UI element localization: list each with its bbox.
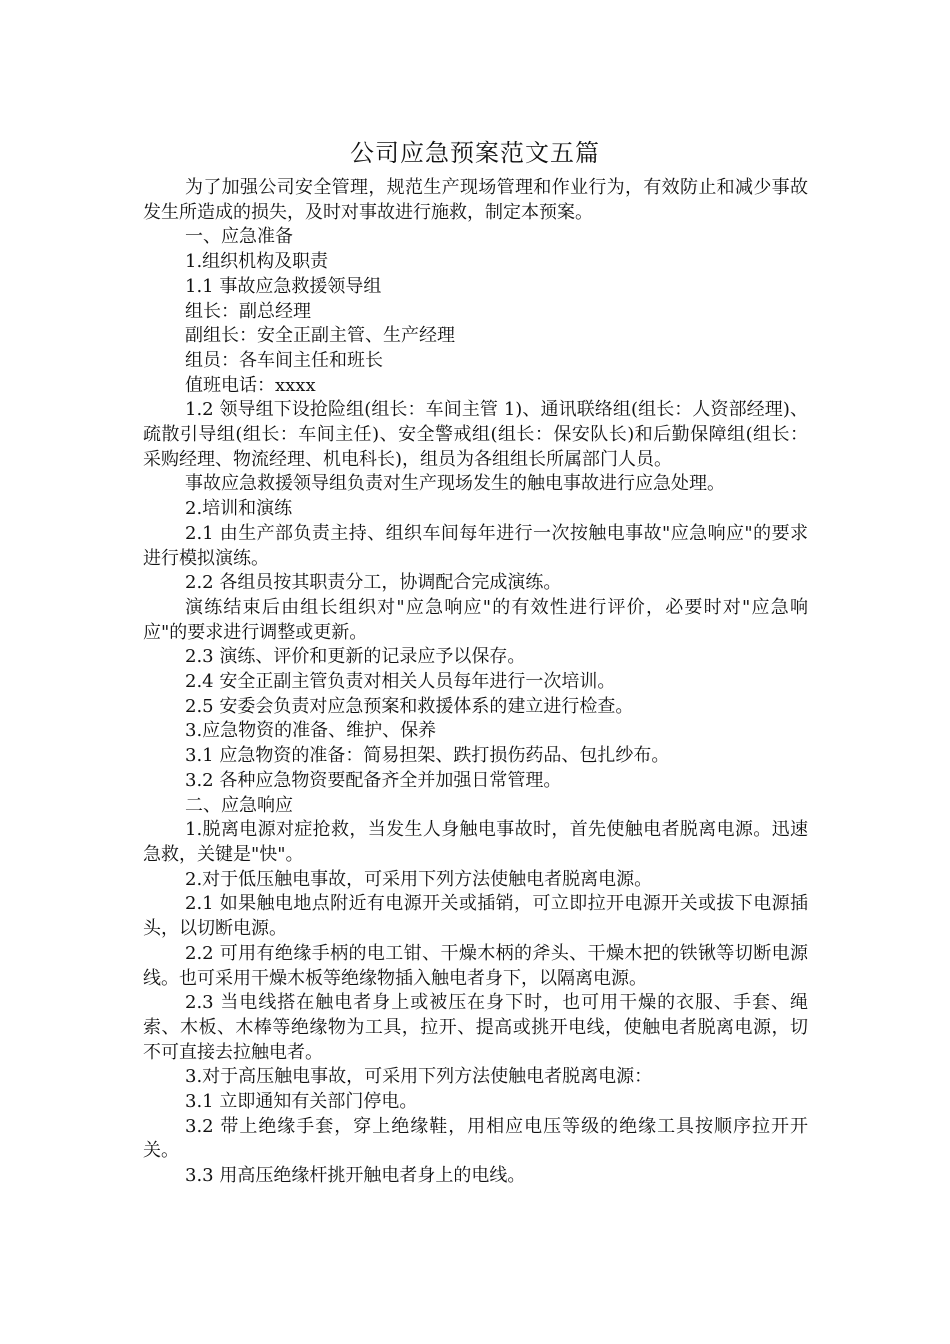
paragraph: 2.4 安全正副主管负责对相关人员每年进行一次培训。: [185, 671, 616, 693]
paragraph: 1.组织机构及职责: [185, 251, 329, 273]
paragraph: 组员：各车间主任和班长: [185, 349, 383, 371]
paragraph: 2.2 各组员按其职责分工，协调配合完成演练。: [185, 572, 562, 594]
paragraph: 1.脱离电源对症抢救，当发生人身触电事故时，首先使触电者脱离电源。迅速急救，关键是"快"。: [143, 819, 808, 865]
paragraph: 演练结束后由组长组织对"应急响应"的有效性进行评价，必要时对"应急响应"的要求进行调整或更新。: [143, 596, 808, 643]
paragraph: 值班电话：xxxx: [185, 374, 316, 396]
paragraph: 一、应急准备: [185, 226, 293, 248]
paragraph: 3.2 带上绝缘手套，穿上绝缘鞋，用相应电压等级的绝缘工具按顺序拉开开关。: [143, 1115, 808, 1162]
paragraph: 2.1 如果触电地点附近有电源开关或插销，可立即拉开电源开关或拔下电源插头，以切断电源。: [143, 893, 808, 940]
paragraph: 3.1 应急物资的准备：简易担架、跌打损伤药品、包扎纱布。: [185, 745, 670, 767]
document-title: 公司应急预案范文五篇: [350, 139, 600, 167]
paragraph: 2.3 演练、评价和更新的记录应予以保存。: [185, 646, 526, 668]
paragraph: 事故应急救援领导组负责对生产现场发生的触电事故进行应急处理。: [185, 473, 725, 495]
paragraph: 2.3 当电线搭在触电者身上或被压在身下时，也可用干燥的衣服、手套、绳索、木板、木棒等绝缘物为工具，拉开、提高或挑开电线，使触电者脱离电源，切不可直接去拉触电者。: [143, 992, 808, 1063]
paragraph: 为了加强公司安全管理，规范生产现场管理和作业行为，有效防止和减少事故发生所造成的损失，及时对事故进行施救，制定本预案。: [143, 177, 808, 223]
paragraph: 二、应急响应: [185, 794, 293, 816]
paragraph: 2.对于低压触电事故，可采用下列方法使触电者脱离电源。: [185, 868, 653, 890]
document-body: [143, 176, 808, 1189]
paragraph: 3.2 各种应急物资要配备齐全并加强日常管理。: [185, 769, 562, 791]
paragraph: 2.2 可用有绝缘手柄的电工钳、干燥木柄的斧头、干燥木把的铁锹等切断电源线。也可采用干燥木板等绝缘物插入触电者身下，以隔离电源。: [143, 942, 808, 989]
paragraph: 2.1 由生产部负责主持、组织车间每年进行一次按触电事故"应急响应"的要求进行模拟演练。: [143, 522, 808, 569]
paragraph: 1.1 事故应急救援领导组: [185, 275, 382, 297]
paragraph: 副组长：安全正副主管、生产经理: [185, 325, 455, 347]
paragraph: 2.5 安委会负责对应急预案和救援体系的建立进行检查。: [185, 695, 634, 717]
paragraph: 3.1 立即通知有关部门停电。: [185, 1091, 418, 1113]
paragraph: 组长：副总经理: [185, 300, 311, 322]
paragraph: 3.应急物资的准备、维护、保养: [185, 720, 437, 742]
paragraph: 3.对于高压触电事故，可采用下列方法使触电者脱离电源：: [185, 1066, 653, 1088]
paragraph: 1.2 领导组下设抢险组(组长：车间主管 1)、通讯联络组(组长：人资部经理)、疏散引导组(组长：车间主任)、安全警戒组(组长：保安队长)和后勤保障组(组长：采购经理、物流经理、机电科长)，组员为各组组长所属部门人员。: [143, 399, 808, 470]
paragraph: 2.培训和演练: [185, 498, 293, 520]
paragraph: 3.3 用高压绝缘杆挑开触电者身上的电线。: [185, 1165, 526, 1187]
